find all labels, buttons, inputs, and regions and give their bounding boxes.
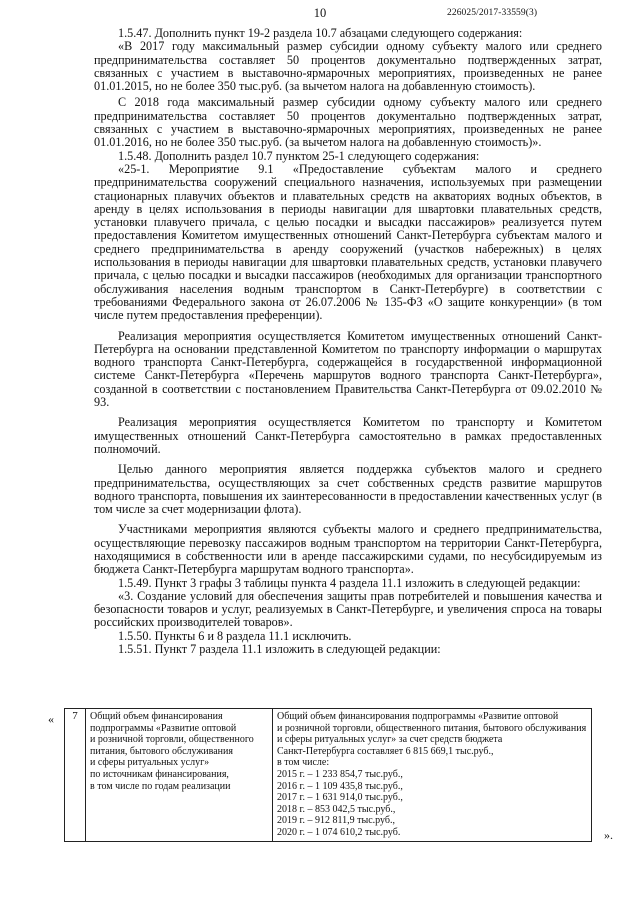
cell-line: 2016 г. – 1 109 435,8 тыс.руб.,	[277, 780, 403, 792]
cell-line: питания, бытового обслуживания	[90, 745, 233, 757]
paragraph: Реализация мероприятия осуществляется Комитетом имущественных отношений Санкт-Петербурга на основании представленной Комитетом по транспорту информации о маршрутах водного транспорта Санкт-Петербурга, содержащейся в государственной информационной системе Санкт-Петербурга «Перечень маршрутов водного транспорта Санкт-Петербурга», созданной в соответствии с постановлением Правительства Санкт-Петербурга от 09.02.2010 № 93.	[94, 328, 602, 410]
document-number: 226025/2017-33559(3)	[447, 8, 538, 18]
cell-line: 2020 г. – 1 074 610,2 тыс.руб.	[277, 826, 401, 838]
table-cell-value	[273, 709, 592, 842]
paragraph: Целью данного мероприятия является поддержка субъектов малого и среднего предпринимательства, осуществляющих за счет собственных средств развитие маршрутов водного транспорта, повышения их заинтересованности в предоставлении качественных услуг (в том числе за счет модернизации флота).	[94, 462, 602, 517]
paragraph: С 2018 года максимальный размер субсидии одному субъекту малого или среднего предпринимательства составляет 50 процентов документально подтвержденных затрат, связанных с участием в выставочно-ярмарочных мероприятиях, произведенных не ранее 01.01.2016, но не более 350 тыс.руб. (за вычетом налога на добавленную стоимость)».	[94, 95, 602, 150]
financing-table	[64, 708, 592, 842]
cell-line: и сферы ритуальных услуг»	[90, 757, 210, 769]
paragraph: 1.5.51. Пункт 7 раздела 11.1 изложить в следующей редакции:	[118, 642, 441, 657]
page-number: 10	[313, 6, 327, 20]
document-body	[94, 27, 602, 656]
cell-line: 2015 г. – 1 233 854,7 тыс.руб.,	[277, 768, 403, 780]
cell-line: Общий объем финансирования	[90, 711, 223, 722]
cell-line: Общий объем финансирования подпрограммы «Развитие оптовой	[277, 711, 559, 722]
paragraph: «25-1. Мероприятие 9.1 «Предоставление субъектам малого и среднего предпринимательства сооружений специального назначения, используемых при размещении стационарных плавучих объектов и плавательных средств на акваториях водных объектов, в аренду в целях использования в периоды навигации для швартовки плавательных средств, установки плавучего причала, с целью посадки и высадки пассажиров» реализуется путем предоставления Комитетом имущественных отношений Санкт-Петербурга субъектам малого и среднего предпринимательства в аренду сооружений (участков набережных) в целях использования в периоды навигации для швартовки плавательных средств, установки плавучего причала, с целью посадки и высадки пассажиров (необходимых для организации транспортного обслуживания населения водным транспортом в Санкт-Петербурге) в соответствии с требованиями Федерального закона от 26.07.2006 № 135-ФЗ «О защите конкуренции» (в том числе путем предоставления преференции).	[94, 161, 602, 323]
paragraph: «3. Создание условий для обеспечения защиты прав потребителей и повышения качества и безопасности товаров и услуг, реализуемых в Санкт-Петербурге, и увеличения спроса на товары российских производителей товаров».	[94, 588, 602, 630]
table-row	[65, 709, 592, 842]
cell-line: 2017 г. – 1 631 914,0 тыс.руб.,	[277, 792, 403, 804]
cell-line: Санкт-Петербурга составляет 6 815 669,1 тыс.руб.,	[277, 745, 494, 757]
paragraph: Участниками мероприятия являются субъекты малого и среднего предпринимательства, осуществляющие перевозку пассажиров водным транспортом на территории Санкт-Петербурга, находящимися в собственности или в аренде пассажирскими судами, по несубсидируемым из бюджета Санкт-Петербурга маршрутам водного транспорта».	[94, 522, 602, 577]
cell-line: 2018 г. – 853 042,5 тыс.руб.,	[277, 803, 396, 815]
cell-line: в том числе:	[277, 757, 330, 769]
cell-line: в том числе по годам реализации	[90, 780, 231, 792]
table-close-mark: ».	[604, 828, 613, 842]
paragraph: 1.5.48. Дополнить раздел 10.7 пунктом 25-1 следующего содержания:	[118, 148, 480, 163]
cell-line: по источникам финансирования,	[90, 768, 229, 780]
cell-line: 2019 г. – 912 811,9 тыс.руб.,	[277, 815, 395, 827]
paragraph: 1.5.50. Пункты 6 и 8 раздела 11.1 исключить.	[118, 628, 352, 643]
paragraph: 1.5.49. Пункт 3 графы 3 таблицы пункта 4 раздела 11.1 изложить в следующей редакции:	[118, 575, 581, 590]
cell-line: и розничной торговли, общественного питания, бытового обслуживания	[277, 722, 587, 734]
table-open-quote: «	[48, 712, 54, 726]
paragraph: «В 2017 году максимальный размер субсидии одному субъекту малого или среднего предпринимательства составляет 50 процентов документально подтвержденных затрат, связанных с участием в выставочно-ярмарочных мероприятиях, произведенных не ранее 01.01.2015, но не более 350 тыс.руб. (за вычетом налога на добавленную стоимость).	[94, 39, 602, 94]
table-cell-label	[86, 709, 273, 842]
row-number: 7	[65, 709, 86, 842]
cell-line: подпрограммы «Развитие оптовой	[90, 722, 237, 734]
paragraph: 1.5.47. Дополнить пункт 19-2 раздела 10.7 абзацами следующего содержания:	[118, 26, 523, 40]
cell-line: и сферы ритуальных услуг» за счет средств бюджета	[277, 734, 503, 746]
cell-line: и розничной торговли, общественного	[90, 734, 254, 746]
paragraph: Реализация мероприятия осуществляется Комитетом по транспорту и Комитетом имущественных отношений Санкт-Петербурга самостоятельно в рамках предоставленных полномочий.	[94, 415, 602, 456]
